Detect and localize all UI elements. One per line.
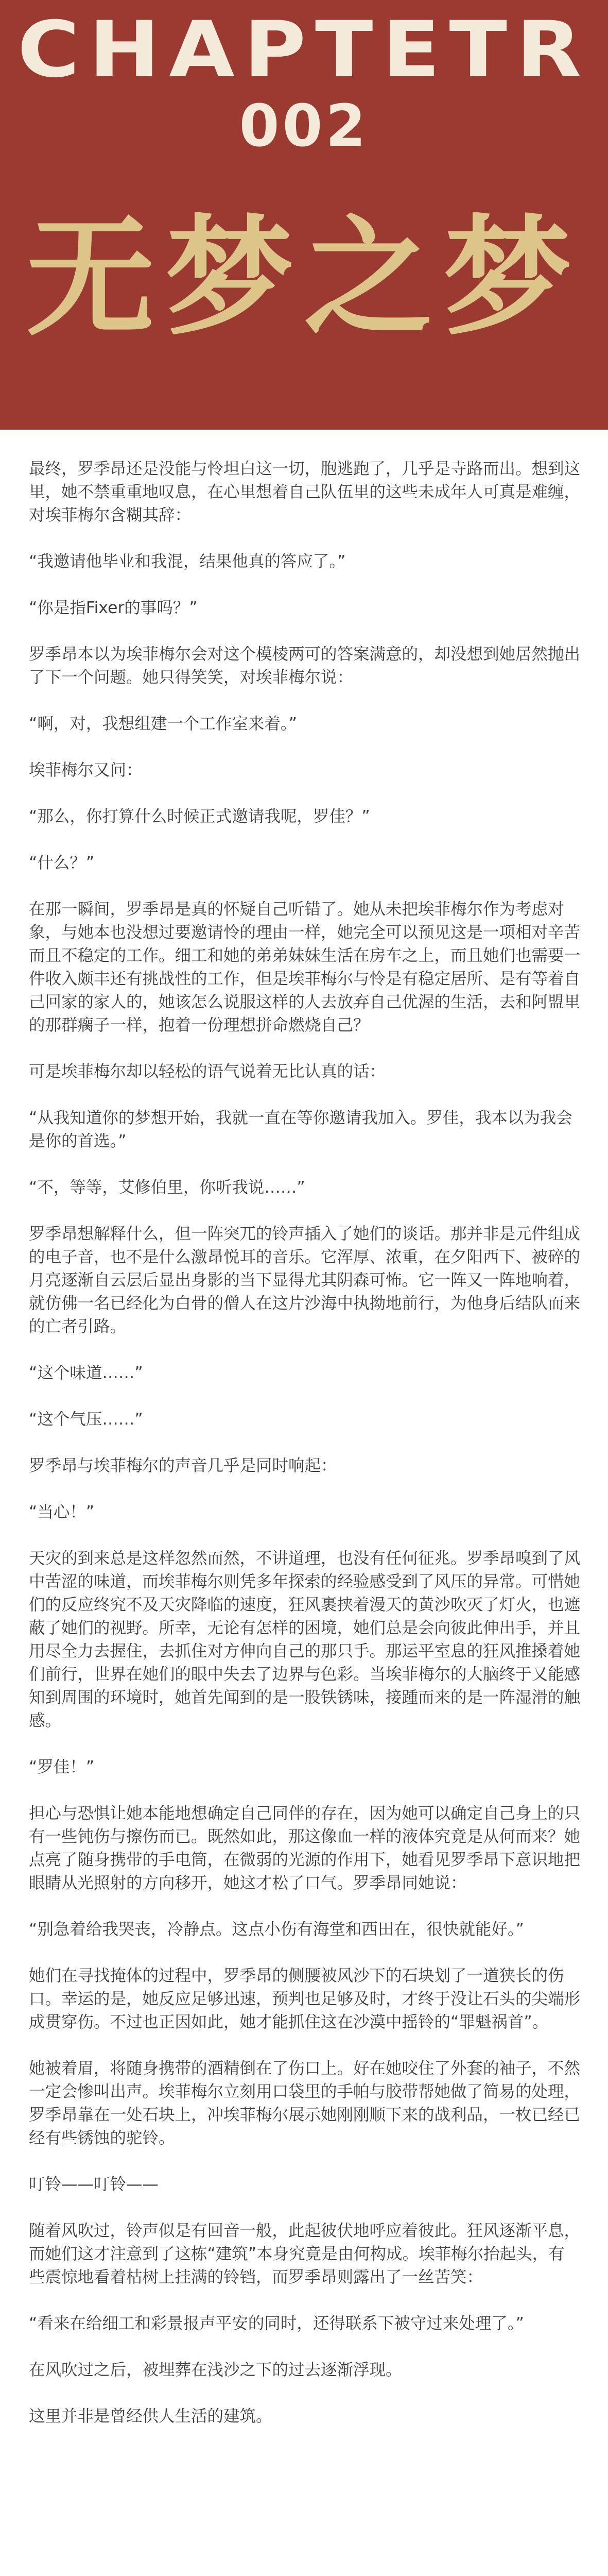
chapter-number: 002 xyxy=(239,93,369,160)
paragraph: 天灾的到来总是这样忽然而然，不讲道理，也没有任何征兆。罗季昂嗅到了风中苦涩的味道，而埃菲梅尔则凭多年探索的经验感受到了风压的异常。可惜她们的反应终究不及天灾降临的速度，狂风裹挟着漫天的黄沙吹灭了灯火，也遮蔽了她们的视野。所幸，无论有怎样的困境，她们总是会向彼此伸出手，并且用尽全力去握住，去抓住对方伸向自己的那只手。那运平室息的狂风推搡着她们前行，世界在她们的眼中失去了边界与色彩。当埃菲梅尔的大脑终于又能感知到周围的环境时，她首先闻到的是一股铁锈味，接踵而来的是一阵湿滑的触感。 xyxy=(29,1549,581,1730)
paragraph: 担心与恐惧让她本能地想确定自己同伴的存在，因为她可以确定自己身上的只有一些钝伤与擦伤而已。既然如此，那这像血一样的液体究竟是从何而来？她点亮了随身携带的手电筒，在微弱的光源的作用下，她看见罗季昂下意识地把眼睛从光照射的方向移开，她这才松了口气。罗季昂同她说： xyxy=(29,1804,581,1892)
chapter-label: CHAPTETR xyxy=(17,5,591,95)
paragraph: 这里并非是曾经供人生活的建筑。 xyxy=(29,2407,272,2426)
paragraph: “从我知道你的梦想开始，我就一直在等你邀请我加入。罗佳，我本以为我会是你的首选。” xyxy=(29,1109,572,1150)
paragraph: “看来在给细工和彩景报声平安的同时，还得联系下被守过来处理了。” xyxy=(29,2314,524,2333)
paragraph: “当心！” xyxy=(29,1503,95,1521)
chapter-title: 无梦之梦 xyxy=(26,203,582,353)
paragraph: 在那一瞬间，罗季昂是真的怀疑自己听错了。她从未把埃菲梅尔作为考虑对象，与她本也没想过要邀请怜的理由一样，她完全可以预见这是一项相对辛苦而且不稳定的工作。细工和她的弟弟妹妹生活在房车之上，而且她们也需要一件收入颇丰还有挑战性的工作，但是埃菲梅尔与怜是有稳定居所、是有等着自己回家的家人的，她该怎么说服这样的人去放弃自己优渥的生活，去和阿盟里的那群瘸子一样，抱着一份理想拼命燃烧自己？ xyxy=(29,900,581,1035)
paragraph: “别急着给我哭丧，冷静点。这点小伤有海堂和西田在，很快就能好。” xyxy=(29,1920,524,1939)
paragraph: 她们在寻找掩体的过程中，罗季昂的侧腰被风沙下的石块划了一道狭长的伤口。幸运的是，她反应足够迅速，预判也足够及时，才终于没让石头的尖端形成贯穿伤。不过也正因如此，她才能抓住这在沙漠中摇铃的“罪魁祸首”。 xyxy=(29,1967,581,2031)
paragraph: 她被着眉，将随身携带的酒精倒在了伤口上。好在她咬住了外套的袖子，不然一定会惨叫出声。埃菲梅尔立刻用口袋里的手帕与胶带帮她做了简易的处理，罗季昂靠在一处石块上，冲埃菲梅尔展示她刚刚顺下来的战利品，一枚已经已经有些锈蚀的驼铃。 xyxy=(29,2059,581,2147)
paragraph: 罗季昂与埃菲梅尔的声音几乎是同时响起： xyxy=(29,1456,337,1475)
paragraph: 叮铃——叮铃—— xyxy=(29,2175,159,2194)
paragraph: “什么？” xyxy=(29,854,95,872)
paragraph: 最终，罗季昂还是没能与怜坦白这一切，胞逃跑了，几乎是寺路而出。想到这里，她不禁重重地叹息，在心里想着自己队伍里的这些未成年人可真是难缠，对埃菲梅尔含糊其辞： xyxy=(29,460,581,524)
paragraph: “罗佳！” xyxy=(29,1758,95,1776)
paragraph: 罗季昂本以为埃菲梅尔会对这个模棱两可的答案满意的，却没想到她居然抛出了下一个问题。她只得笑笑，对埃菲梅尔说： xyxy=(29,645,581,687)
paragraph: “这个味道……” xyxy=(29,1364,143,1382)
paragraph: “那么，你打算什么时候正式邀请我呢，罗佳？” xyxy=(29,807,370,826)
paragraph: 罗季昂想解释什么，但一阵突兀的铃声插入了她们的谈话。那并非是元件组成的电子音，也不是什么激昂悦耳的音乐。它浑厚、浓重，在夕阳西下、被碎的月亮逐渐自云层后显出身影的当下显得尤其阴森可怖。它一阵又一阵地响着，就仿佛一名已经化为白骨的僧人在这片沙海中执拗地前行，为他身后结队而来的亡者引路。 xyxy=(29,1225,581,1336)
chapter-body xyxy=(29,457,581,2451)
paragraph: “我邀请他毕业和我混，结果他真的答应了。” xyxy=(29,552,346,571)
paragraph: “这个气压……” xyxy=(29,1410,143,1429)
paragraph: 埃菲梅尔又问： xyxy=(29,761,143,779)
paragraph: “不，等等，艾修伯里，你听我说……” xyxy=(29,1178,305,1197)
paragraph: 在风吹过之后，被埋葬在浅沙之下的过去逐渐浮现。 xyxy=(29,2361,402,2379)
paragraph: “啊，对，我想组建一个工作室来着。” xyxy=(29,715,297,733)
paragraph: 可是埃菲梅尔却以轻松的语气说着无比认真的话： xyxy=(29,1062,386,1081)
paragraph: 随着风吹过，铃声似是有回音一般，此起彼伏地呼应着彼此。狂风逐渐平息，而她们这才注意到了这栋“建筑”本身究竟是由何构成。埃菲梅尔抬起头，有些震惊地看着枯树上挂满的铃铛，而罗季昂则露出了一丝苦笑： xyxy=(29,2222,581,2286)
paragraph: “你是指Fixer的事吗？” xyxy=(29,599,198,617)
chapter-header-banner xyxy=(0,0,608,430)
